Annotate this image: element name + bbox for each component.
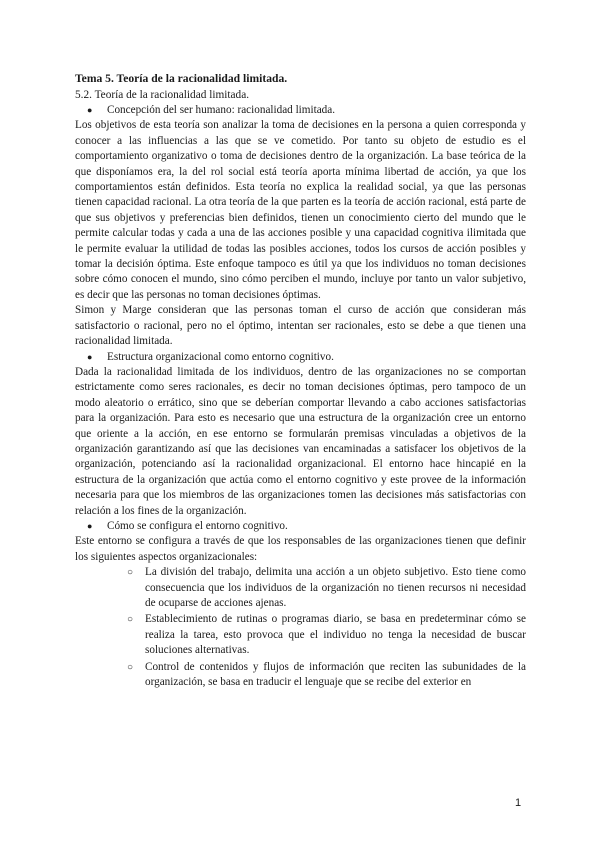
circle-bullet-icon: ○ xyxy=(127,661,134,673)
section-configuration xyxy=(75,519,526,690)
circle-bullet-icon: ○ xyxy=(127,567,134,579)
document-page xyxy=(75,70,526,691)
sub-list-item xyxy=(75,660,526,691)
sub-list-text: Control de contenidos y flujos de información que reciten las subunidades de la organización, se basa en traducir el lenguaje que se recibe del exterior en xyxy=(145,660,526,689)
section-human-concept xyxy=(75,103,526,350)
circle-bullet-icon: ○ xyxy=(127,614,134,626)
sub-list-text: La división del trabajo, delimita una acción a un objeto subjetivo. Esto tiene como consecuencia que los individuos de la organización no tienen recursos ni necesidad de ocuparse de acciones ajenas. xyxy=(145,566,526,609)
bullet-dot-icon: ● xyxy=(87,520,93,531)
bullet-text: Estructura organizacional como entorno cognitivo. xyxy=(107,350,334,363)
paragraph: Dada la racionalidad limitada de los individuos, dentro de las organizaciones no se comportan estrictamente como seres racionales, es decir no toman decisiones óptimas, pero tampoco de un modo aleatorio o errático, sino que se deberían comportar llevando a cabo acciones satisfactorias para la organización. Para esto es necesario que una estructura de la organización cree un entorno que oriente a la acción, en ese entorno se formularán premisas vinculadas a objetivos de la organización garantizando así que las decisiones van encaminadas a satisfacer los objetivos de la organización, potenciando así la racionalidad organizacional. El entorno hace hincapié en la estructura de la organización que actúa como el entorno cognitivo y este provee de la información necesaria para que los miembros de las organizaciones tomen las decisiones más satisfactorias con relación a los fines de la organización. xyxy=(75,365,526,517)
bullet-item xyxy=(75,103,526,118)
sub-list-item xyxy=(75,612,526,658)
paragraph: Los objetivos de esta teoría son analizar la toma de decisiones en la persona a quien corresponda y conocer a las influencias a las que se ve cometido. Por tanto su objeto de estudio es el comportamiento organizativo o toma de decisiones dentro de la organización. La base teórica de la que disponíamos era, la del rol social está teoría aporta mínima libertad de acción, ya que los comportamientos están definidos. Esta teoría no explica la realidad social, ya que las personas tienen capacidad racional. La otra teoría de la que parten es la teoría de acción racional, está parte de que sus objetivos y preferencias bien definidos, tienen un conocimiento cierto del mundo que le permite calcular todas y cada a una de las acciones posible y una capacidad cognitiva ilimitada que le permite evaluar la utilidad de todas las posibles acciones, todos los cursos de acción posibles y tomar la decisión óptima. Este enfoque tampoco es útil ya que los individuos no toman decisiones sobre cómo conocen el mundo, sino cómo perciben el mundo, incluye por tanto un valor subjetivo, es decir que las personas no toman decisiones óptimas. xyxy=(75,119,526,301)
bullet-text: Concepción del ser humano: racionalidad limitada. xyxy=(107,104,336,116)
sub-list-item xyxy=(75,565,526,611)
bullet-dot-icon: ● xyxy=(87,105,93,115)
page-number: 1 xyxy=(515,797,522,809)
section-subtitle: 5.2. Teoría de la racionalidad limitada. xyxy=(75,89,250,101)
document-title: Tema 5. Teoría de la racionalidad limitada. xyxy=(75,72,288,85)
bullet-item xyxy=(75,519,526,534)
sub-list-text: Establecimiento de rutinas o programas diario, se basa en predeterminar cómo se realiza la tarea, esto provoca que el individuo no tenga la necesidad de buscar soluciones alternativas. xyxy=(145,613,526,657)
bullet-dot-icon: ● xyxy=(87,351,93,362)
paragraph: Este entorno se configura a través de que los responsables de las organizaciones tienen que definir los siguientes aspectos organizacionales: xyxy=(75,535,526,563)
section-structure xyxy=(75,350,526,519)
bullet-item xyxy=(75,350,526,365)
bullet-text: Cómo se configura el entorno cognitivo. xyxy=(107,519,288,532)
paragraph: Simon y Marge consideran que las personas toman el curso de acción que consideran más satisfactorio o racional, pero no el óptimo, intentan ser racionales, esto se debe a que tienen una racionalidad limitada. xyxy=(75,304,526,348)
